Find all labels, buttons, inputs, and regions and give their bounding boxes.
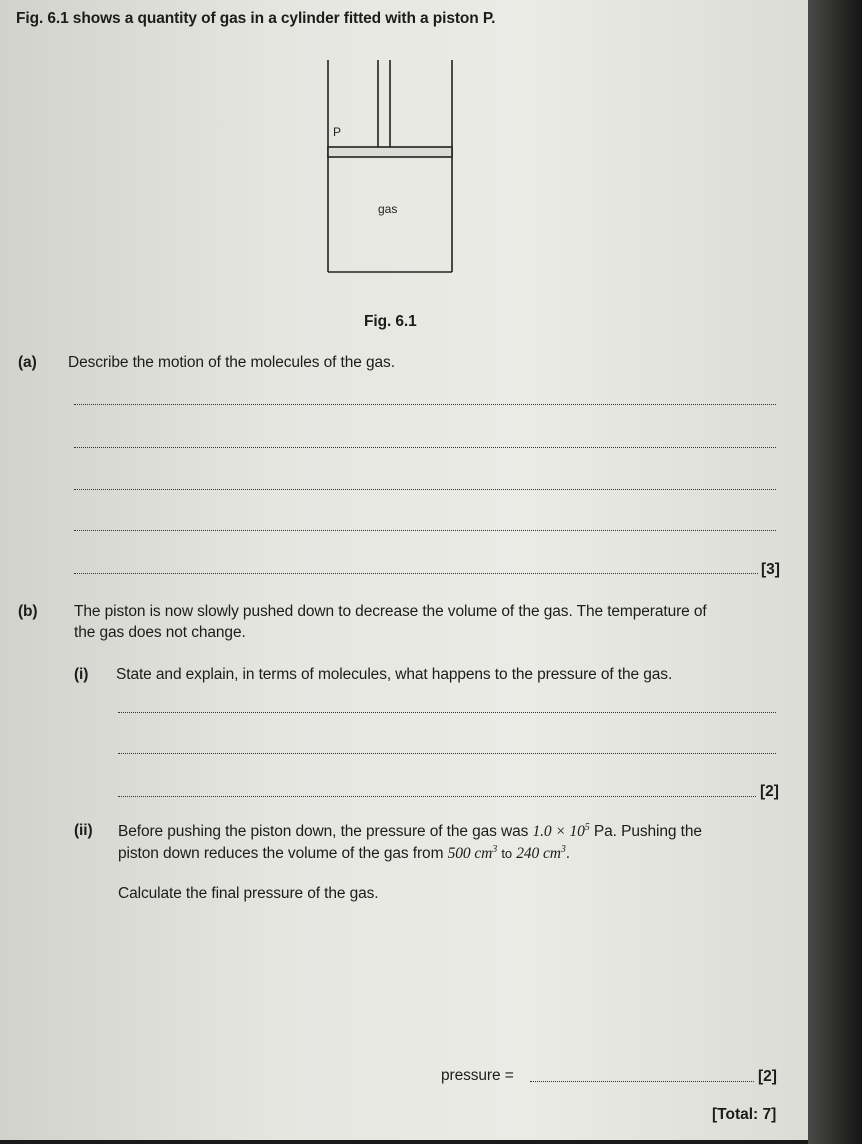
part-b-line2: the gas does not change. <box>74 624 246 641</box>
cylinder-piston-figure <box>320 58 460 278</box>
part-b-i-label: (i) <box>74 666 89 683</box>
answer-line[interactable] <box>118 796 756 797</box>
part-b-i-marks: [2] <box>760 783 779 800</box>
background-edge <box>808 0 862 1144</box>
part-a-marks: [3] <box>761 561 780 578</box>
part-b-ii-instruction: Calculate the final pressure of the gas. <box>118 885 379 902</box>
answer-line[interactable] <box>74 489 776 490</box>
part-b-ii-line2: piston down reduces the volume of the gas from 500 $cm^3$ to 240 $cm^3$. <box>118 844 570 863</box>
initial-pressure-exponent: 5 <box>584 822 590 833</box>
part-b-ii-marks: [2] <box>758 1068 777 1085</box>
answer-line[interactable] <box>118 712 776 713</box>
initial-pressure-value: 1.0 × 10 <box>532 823 585 841</box>
piston-label: P <box>333 125 342 139</box>
answer-line[interactable] <box>74 530 776 531</box>
part-a-question: Describe the motion of the molecules of the gas. <box>68 354 395 371</box>
part-b-label: (b) <box>18 603 38 620</box>
part-a-label: (a) <box>18 354 37 371</box>
figure-caption: Fig. 6.1 <box>364 313 417 330</box>
answer-line[interactable] <box>74 447 776 448</box>
part-b-ii-line1-text: Before pushing the piston down, the pressure of the gas was <box>118 823 529 841</box>
final-volume: 240 cm <box>516 845 561 863</box>
initial-pressure-unit: Pa. Pushing the <box>593 823 702 841</box>
pressure-answer-label: pressure = <box>441 1067 514 1084</box>
initial-volume-exponent: 3 <box>492 844 498 855</box>
to-word: to <box>501 846 512 862</box>
answer-line[interactable] <box>74 573 758 574</box>
piston <box>328 147 452 157</box>
part-b-i-question: State and explain, in terms of molecules, what happens to the pressure of the gas. <box>116 666 673 683</box>
total-marks: [Total: 7] <box>712 1106 777 1123</box>
final-volume-exponent: 3 <box>560 844 566 855</box>
answer-line[interactable] <box>118 753 776 754</box>
intro-text: Fig. 6.1 shows a quantity of gas in a cylinder fitted with a piston P. <box>16 10 496 27</box>
initial-volume: 500 cm <box>447 845 493 863</box>
pressure-answer-line[interactable] <box>530 1081 754 1082</box>
gas-label: gas <box>378 202 398 216</box>
part-b-line1: The piston is now slowly pushed down to decrease the volume of the gas. The temperature of <box>74 603 707 620</box>
part-b-ii-line2-text: piston down reduces the volume of the gas from <box>118 845 444 863</box>
part-b-ii-line1 <box>118 823 702 840</box>
answer-line[interactable] <box>74 404 776 405</box>
part-b-ii-label: (ii) <box>74 822 93 839</box>
